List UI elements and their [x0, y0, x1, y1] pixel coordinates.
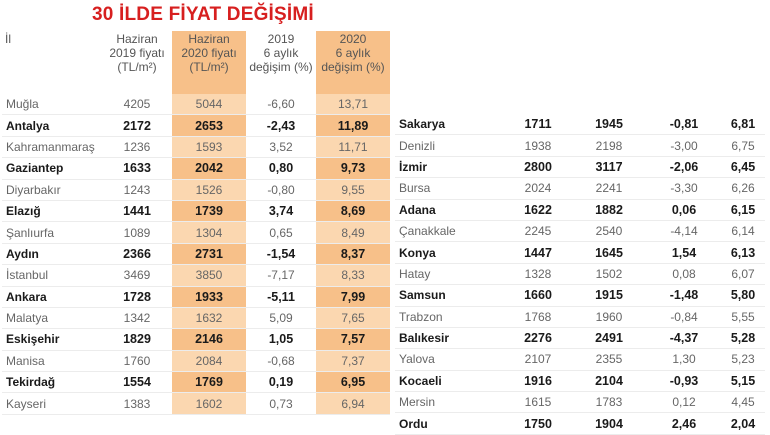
table-row [2, 329, 390, 350]
price-2020: 2653 [172, 115, 246, 136]
price-2020: 1904 [571, 413, 647, 434]
change-2020: 6,94 [316, 393, 390, 414]
change-2020: 11,71 [316, 136, 390, 157]
price-2019: 2172 [102, 115, 172, 136]
change-2020: 6,13 [721, 242, 765, 263]
change-2019: -0,93 [647, 370, 721, 391]
price-2020: 2104 [571, 370, 647, 391]
table-row [2, 350, 390, 371]
province-name: Muğla [2, 94, 102, 115]
price-2019: 1750 [505, 413, 571, 434]
change-2019: -0,81 [647, 114, 721, 135]
price-2020: 2731 [172, 243, 246, 264]
price-2020: 1526 [172, 179, 246, 200]
change-2019: 5,09 [246, 307, 316, 328]
table-row [2, 286, 390, 307]
price-2019: 1383 [102, 393, 172, 414]
province-name: Eskişehir [2, 329, 102, 350]
price-2019: 1711 [505, 114, 571, 135]
province-name: Kahramanmaraş [2, 136, 102, 157]
change-2020: 8,33 [316, 265, 390, 286]
price-2020: 1645 [571, 242, 647, 263]
change-2019: 0,08 [647, 263, 721, 284]
change-2019: 3,52 [246, 136, 316, 157]
price-2019: 1243 [102, 179, 172, 200]
change-2019: -1,48 [647, 285, 721, 306]
change-2019: 0,65 [246, 222, 316, 243]
table-row [395, 349, 765, 370]
province-name: Samsun [395, 285, 505, 306]
price-2019: 1760 [102, 350, 172, 371]
change-2020: 6,15 [721, 199, 765, 220]
header-price-2020: Haziran 2020 fiyatı (TL/m²) [172, 31, 246, 94]
change-2019: 0,06 [647, 199, 721, 220]
province-name: Konya [395, 242, 505, 263]
price-2019: 1633 [102, 158, 172, 179]
right-header-spacer [395, 31, 765, 114]
price-2019: 1660 [505, 285, 571, 306]
change-2020: 6,45 [721, 156, 765, 177]
change-2019: -6,60 [246, 94, 316, 115]
price-2019: 1938 [505, 135, 571, 156]
province-name: Ordu [395, 413, 505, 434]
price-2019: 1768 [505, 306, 571, 327]
header-change-2019: 2019 6 aylık değişim (%) [249, 32, 313, 74]
change-2019: -2,06 [647, 156, 721, 177]
change-2019: 0,73 [246, 393, 316, 414]
table-row [2, 307, 390, 328]
change-2020: 7,65 [316, 307, 390, 328]
province-name: Sakarya [395, 114, 505, 135]
change-2020: 9,55 [316, 179, 390, 200]
province-name: Mersin [395, 392, 505, 413]
change-2020: 2,04 [721, 413, 765, 434]
province-name: Denizli [395, 135, 505, 156]
table-row [395, 156, 765, 177]
change-2020: 5,23 [721, 349, 765, 370]
change-2020: 6,14 [721, 220, 765, 241]
change-2020: 9,73 [316, 158, 390, 179]
table-row [395, 135, 765, 156]
table-row [395, 370, 765, 391]
price-2020: 2355 [571, 349, 647, 370]
change-2020: 5,15 [721, 370, 765, 391]
price-2019: 1328 [505, 263, 571, 284]
province-name: Bursa [395, 178, 505, 199]
price-2020: 2198 [571, 135, 647, 156]
price-2019: 4205 [102, 94, 172, 115]
price-2020: 1769 [172, 372, 246, 393]
change-2019: -0,84 [647, 306, 721, 327]
table-row [395, 178, 765, 199]
price-2020: 2042 [172, 158, 246, 179]
price-2019: 2245 [505, 220, 571, 241]
price-2020: 2491 [571, 327, 647, 348]
change-2019: -4,14 [647, 220, 721, 241]
change-2019: -2,43 [246, 115, 316, 136]
change-2020: 6,75 [721, 135, 765, 156]
change-2019: 1,54 [647, 242, 721, 263]
province-name: İstanbul [2, 265, 102, 286]
price-2019: 2366 [102, 243, 172, 264]
price-2020: 1882 [571, 199, 647, 220]
province-name: Trabzon [395, 306, 505, 327]
change-2019: -1,54 [246, 243, 316, 264]
price-2020: 3117 [571, 156, 647, 177]
page-title: 30 İLDE FİYAT DEĞİŞİMİ [92, 4, 314, 25]
province-name: Yalova [395, 349, 505, 370]
table-row [2, 222, 390, 243]
table-row [2, 179, 390, 200]
change-2020: 8,69 [316, 200, 390, 221]
province-name: Kayseri [2, 393, 102, 414]
price-2020: 1304 [172, 222, 246, 243]
table-row [2, 393, 390, 414]
price-2020: 1739 [172, 200, 246, 221]
change-2020: 6,07 [721, 263, 765, 284]
table-row [2, 372, 390, 393]
change-2020: 8,49 [316, 222, 390, 243]
table-row [395, 199, 765, 220]
province-name: Ankara [2, 286, 102, 307]
header-province: İl [5, 32, 11, 46]
change-2020: 5,80 [721, 285, 765, 306]
price-2020: 1960 [571, 306, 647, 327]
header-change-2020: 2020 6 aylık değişim (%) [316, 31, 390, 94]
province-name: Adana [395, 199, 505, 220]
change-2019: 0,80 [246, 158, 316, 179]
table-header [2, 31, 390, 94]
table-row [2, 243, 390, 264]
change-2019: -5,11 [246, 286, 316, 307]
province-name: Manisa [2, 350, 102, 371]
price-2020: 1602 [172, 393, 246, 414]
table-row [2, 200, 390, 221]
change-2020: 11,89 [316, 115, 390, 136]
change-2019: -4,37 [647, 327, 721, 348]
change-2020: 6,81 [721, 114, 765, 135]
table-row [395, 242, 765, 263]
change-2019: -0,80 [246, 179, 316, 200]
change-2019: 0,19 [246, 372, 316, 393]
change-2019: 3,74 [246, 200, 316, 221]
province-name: Tekirdağ [2, 372, 102, 393]
change-2020: 7,99 [316, 286, 390, 307]
change-2019: 2,46 [647, 413, 721, 434]
price-2019: 1342 [102, 307, 172, 328]
change-2019: 1,05 [246, 329, 316, 350]
table-row [2, 265, 390, 286]
price-2019: 1829 [102, 329, 172, 350]
price-2019: 1622 [505, 199, 571, 220]
change-2019: -7,17 [246, 265, 316, 286]
table-row [2, 94, 390, 115]
table-row [395, 306, 765, 327]
price-2019: 1447 [505, 242, 571, 263]
price-2020: 1783 [571, 392, 647, 413]
price-2020: 1632 [172, 307, 246, 328]
price-2020: 3850 [172, 265, 246, 286]
province-name: Şanlıurfa [2, 222, 102, 243]
price-2020: 1915 [571, 285, 647, 306]
price-table-left [2, 31, 390, 415]
change-2020: 5,55 [721, 306, 765, 327]
price-2019: 1554 [102, 372, 172, 393]
price-2020: 2146 [172, 329, 246, 350]
price-2020: 1502 [571, 263, 647, 284]
price-2020: 5044 [172, 94, 246, 115]
change-2020: 13,71 [316, 94, 390, 115]
price-2020: 1945 [571, 114, 647, 135]
change-2020: 7,37 [316, 350, 390, 371]
table-row [395, 413, 765, 434]
change-2019: -3,00 [647, 135, 721, 156]
price-2019: 1089 [102, 222, 172, 243]
price-2020: 1593 [172, 136, 246, 157]
province-name: Diyarbakır [2, 179, 102, 200]
province-name: Elazığ [2, 200, 102, 221]
table-row [395, 285, 765, 306]
price-2019: 1916 [505, 370, 571, 391]
province-name: İzmir [395, 156, 505, 177]
table-row [395, 392, 765, 413]
price-2019: 1236 [102, 136, 172, 157]
change-2020: 5,28 [721, 327, 765, 348]
price-2019: 2107 [505, 349, 571, 370]
table-row [395, 263, 765, 284]
price-table-right [395, 31, 765, 435]
change-2019: -0,68 [246, 350, 316, 371]
province-name: Antalya [2, 115, 102, 136]
price-2019: 1728 [102, 286, 172, 307]
change-2019: 0,12 [647, 392, 721, 413]
price-2020: 1933 [172, 286, 246, 307]
province-name: Gaziantep [2, 158, 102, 179]
change-2020: 8,37 [316, 243, 390, 264]
price-2020: 2084 [172, 350, 246, 371]
province-name: Kocaeli [395, 370, 505, 391]
table-row [395, 327, 765, 348]
province-name: Çanakkale [395, 220, 505, 241]
price-2020: 2241 [571, 178, 647, 199]
table-row [395, 114, 765, 135]
header-price-2019: Haziran 2019 fiyatı (TL/m²) [109, 32, 165, 74]
change-2020: 4,45 [721, 392, 765, 413]
table-row [2, 158, 390, 179]
price-2019: 2800 [505, 156, 571, 177]
province-name: Hatay [395, 263, 505, 284]
province-name: Balıkesir [395, 327, 505, 348]
province-name: Aydın [2, 243, 102, 264]
price-2019: 1615 [505, 392, 571, 413]
table-row [2, 115, 390, 136]
price-2020: 2540 [571, 220, 647, 241]
price-2019: 1441 [102, 200, 172, 221]
price-2019: 2276 [505, 327, 571, 348]
table-row [395, 220, 765, 241]
change-2019: 1,30 [647, 349, 721, 370]
table-row [2, 136, 390, 157]
province-name: Malatya [2, 307, 102, 328]
change-2020: 6,95 [316, 372, 390, 393]
price-2019: 3469 [102, 265, 172, 286]
change-2019: -3,30 [647, 178, 721, 199]
price-2019: 2024 [505, 178, 571, 199]
change-2020: 6,26 [721, 178, 765, 199]
change-2020: 7,57 [316, 329, 390, 350]
